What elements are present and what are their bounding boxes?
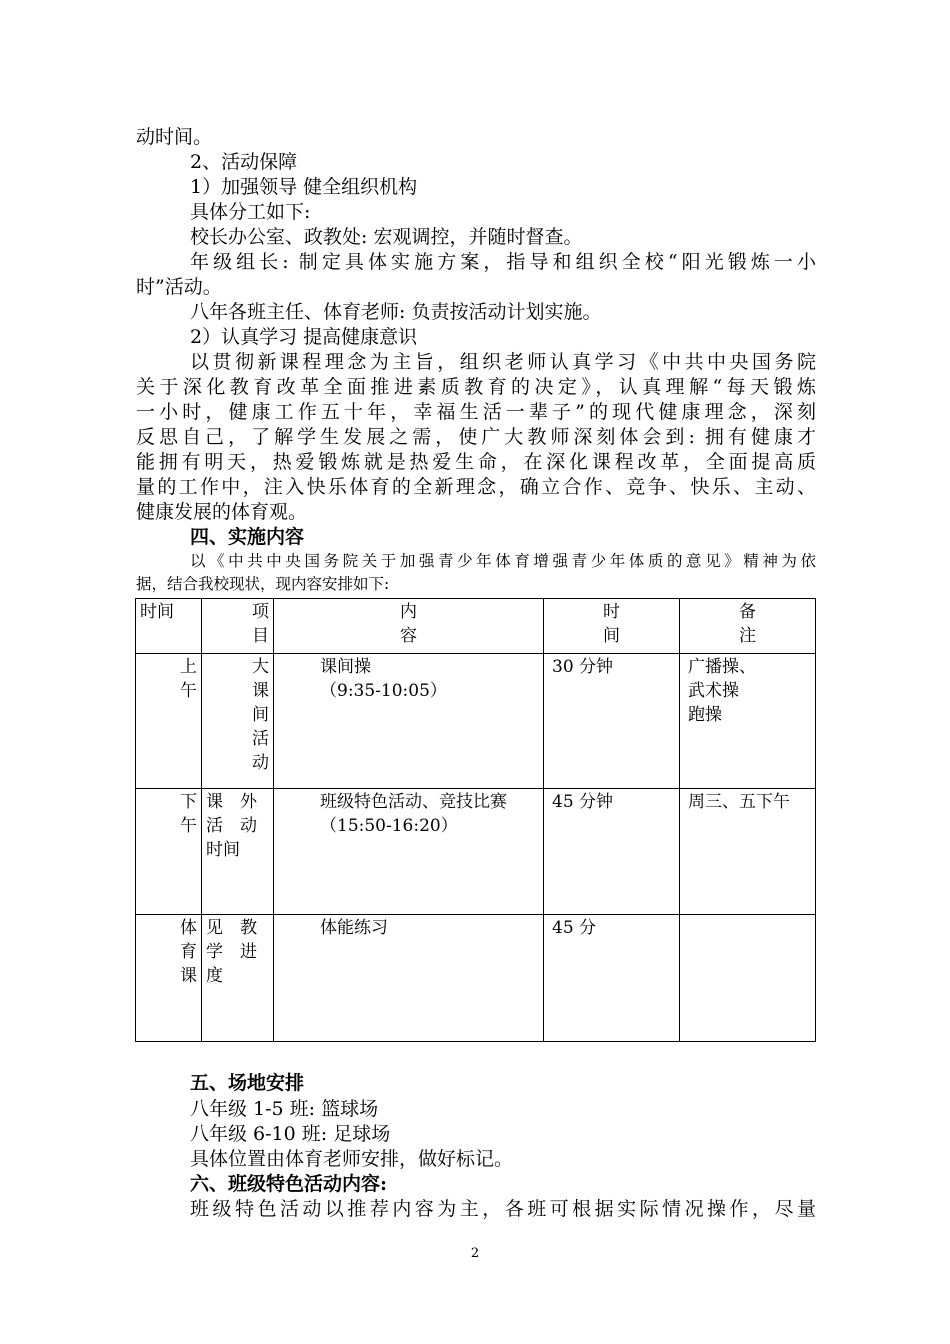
section-heading-6: 六、班级特色活动内容: <box>190 1173 388 1195</box>
paragraph-grade-leader-cont: 时”活动。 <box>136 276 222 298</box>
table-cell: 大 课 间 活 动 <box>202 654 274 789</box>
section4-intro-2: 据，结合我校现状，现内容安排如下: <box>136 575 390 593</box>
table-cell: 30 分钟 <box>544 654 680 789</box>
paragraph-division-intro: 具体分工如下: <box>190 201 311 223</box>
venue-line-2: 八年级 6-10 班: 足球场 <box>190 1123 391 1145</box>
section6-line-1: 班级特色活动以推荐内容为主，各班可根据实际情况操作，尽量 <box>190 1198 816 1220</box>
table-cell: 课间操 （9:35-10:05） <box>274 654 544 789</box>
header-cell-item: 项 目 <box>202 599 274 654</box>
table-row <box>136 654 816 789</box>
paragraph-study-1: 以贯彻新课程理念为主旨，组织老师认真学习《中共中央国务院 <box>190 351 816 373</box>
paragraph-class-teachers: 八年各班主任、体育老师: 负责按活动计划实施。 <box>190 301 602 323</box>
section4-intro-1: 以《中共中央国务院关于加强青少年体育增强青少年体质的意见》精神为依 <box>190 552 816 570</box>
table-cell: 课 外 活 动 时间 <box>202 789 274 915</box>
table-cell: 见 教 学 进 度 <box>202 915 274 1042</box>
table-cell: 体能练习 <box>274 915 544 1042</box>
header-cell-time: 时间 <box>136 599 202 654</box>
table-cell: 体 育 课 <box>136 915 202 1042</box>
table-row <box>136 915 816 1042</box>
table-cell: 上 午 <box>136 654 202 789</box>
table-row <box>136 789 816 915</box>
paragraph-study-7: 健康发展的体育观。 <box>136 501 308 523</box>
section-heading-5: 五、场地安排 <box>190 1072 305 1094</box>
paragraph-study-4: 反思自己，了解学生发展之需，使广大教师深刻体会到: 拥有健康才 <box>136 426 816 448</box>
section-heading-4: 四、实施内容 <box>190 526 305 548</box>
paragraph-study-6: 量的工作中，注入快乐体育的全新理念，确立合作、竞争、快乐、主动、 <box>136 476 816 498</box>
venue-line-1: 八年级 1-5 班: 篮球场 <box>190 1098 379 1120</box>
paragraph-study-5: 能拥有明天，热爱锻炼就是热爱生命，在深化课程改革，全面提高质 <box>136 451 816 473</box>
subheading-study: 2）认真学习 提高健康意识 <box>190 326 418 348</box>
table-cell: 周三、五下午 <box>680 789 816 915</box>
paragraph-principal-office: 校长办公室、政教处: 宏观调控，并随时督查。 <box>190 226 583 248</box>
paragraph-grade-leader: 年级组长: 制定具体实施方案，指导和组织全校“阳光锻炼一小 <box>190 251 816 273</box>
venue-line-3: 具体位置由体育老师安排，做好标记。 <box>190 1148 514 1170</box>
table-cell: 45 分钟 <box>544 789 680 915</box>
table-cell: 广播操、 武术操 跑操 <box>680 654 816 789</box>
table-cell: 班级特色活动、竞技比赛 （15:50-16:20） <box>274 789 544 915</box>
header-cell-remarks: 备 注 <box>680 599 816 654</box>
table-cell <box>680 915 816 1042</box>
paragraph-continuation: 动时间。 <box>136 126 213 148</box>
paragraph-study-3: 一小时，健康工作五十年，幸福生活一辈子”的现代健康理念，深刻 <box>136 401 816 423</box>
header-cell-duration: 时 间 <box>544 599 680 654</box>
paragraph-study-2: 关于深化教育改革全面推进素质教育的决定》，认真理解“每天锻炼 <box>136 376 816 398</box>
activity-schedule-table <box>135 598 816 1042</box>
table-cell: 下 午 <box>136 789 202 915</box>
table-cell: 45 分 <box>544 915 680 1042</box>
subheading-activity-guarantee: 2、活动保障 <box>190 151 298 173</box>
subheading-leadership: 1）加强领导 健全组织机构 <box>190 176 418 198</box>
table-header-row <box>136 599 816 654</box>
page-number: 2 <box>470 1246 480 1261</box>
header-cell-content: 内 容 <box>274 599 544 654</box>
